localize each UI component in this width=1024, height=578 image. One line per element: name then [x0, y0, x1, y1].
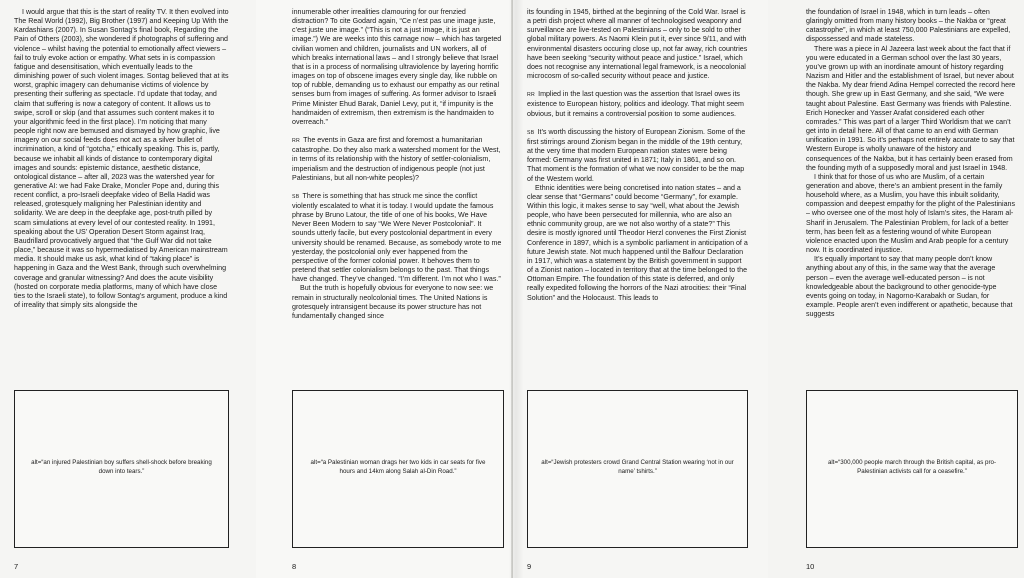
paragraph: SB It’s worth discussing the history of European Zionism. Some of the first stirrings around Zionism began in the middle of the 19th century, at the very time that modern European nation states were being formed: Germany was first united in 1871; Italy in 1861, and so on. That moment is the formation of what we now consider to be the map of the Western world.	[527, 127, 746, 183]
speaker-initials: RR	[292, 138, 301, 145]
speaker-initials: SB	[527, 129, 535, 136]
paragraph: I think that for those of us who are Muslim, of a certain generation and above, there’s an ambient present in the family household where, as a Muslim, you have this inbuilt solidarity, compassion and deepest empathy for the plight of the Palestinians – who oversee one of the most holy of Islam’s sites, the Haram al-Sharif in Jerusalem. The Palestinian Problem, for lack of a better term, has been felt as a festering wound of white European violence enacted upon the Muslim and Arab people for a century now. It is coordinated injustice.	[806, 172, 1016, 255]
page-number: 7	[14, 562, 19, 571]
paragraph: Ethnic identities were being concretised into nation states – and a clear sense that “Germans” could become “Germany”, for example. Within this logic, it makes sense to say “well, what about the Jewish people, who have been persecuted for millennia, who are also an ethnic community group, are we not also worthy of a state?” This desire is mostly ignored until Theodor Herzl convenes the First Zionist Conference in 1897, which is a symbolic parliament in anticipation of a future Jewish state. Not much happened until the Balfour Declaration in 1917, which was a statement by the British government in support of a Zionist nation – located in territory that at the time belonged to the Ottoman Empire. The foundation of this state is deferred, and only really expedited following the horrors of the Nazi atrocities: their “Final Solution” and the Holocaust. This leads to	[527, 183, 748, 302]
page-7	[0, 0, 256, 578]
page-8-body	[292, 8, 504, 386]
page-10	[768, 0, 1024, 578]
paragraph: RR The events in Gaza are first and foremost a humanitarian catastrophe. Do they also mark a watershed moment for the West, in terms of its relationship with the history of settler-colonialism, imperialism and the destruction of indigenous people (not just Palestinians, but all non-white peoples)?	[292, 136, 501, 182]
paragraph: But the truth is hopefully obvious for everyone to now see: we remain in structurally neolcolonial times. The United Nations is grotesquely intransigent because its power structure has not fundamentally changed since	[292, 284, 494, 320]
speaker-initials: RR	[527, 92, 536, 99]
image-alt-text: alt=“Jewish protesters crowd Grand Central Station wearing ‘not in our name’ tshirts.”	[541, 459, 734, 475]
paragraph: innumerable other irrealities clamouring for our frenzied distraction? To cite Godard again, “Ce n’est pas une image juste, c’est juste une image.” (“This is not a just image, it is just an image.”) We are weeks into this carnage now – which has targeted civilian women and children, journalists and UN workers, all of which breaks international laws – and I strongly believe that Israel that is in a process of normalising ultraviolence by layering horrific images on top of obscene images every single day, like rubble on top of rubble, demanding us to exhaust our empathy as our retinal senses burn from images of suffering. As former advisor to Israeli Prime Minister Ehud Barak, Daniel Levy, put it, “if impunity is the handmaiden of extremism, then extremism is the handmaiden to overreach.”	[292, 8, 502, 126]
paragraph: RR Implied in the last question was the assertion that Israel owes its existence to European history, politics and ideology. That might seem obvious, but it remains a controversial position to some audiences.	[527, 90, 744, 118]
page-9	[512, 0, 768, 578]
paragraph: There was a piece in Al Jazeera last week about the fact that if you were educated in a German school over the last 30 years, you’ve grown up with an inordinate amount of history regarding Nazism and Hitler and the establishment of Israel, but never about the Nakba. My dear friend Adina Hempel corrected the record here though. She grew up in East Germany, and she said, “We were taught about Palestine. East Germany was friends with Palestine. Erich Honecker and Yasser Arafat considered each other comrades.” This was part of a larger Third Worldism that we can’t get into in detail here. All of that came to an end with German unification in 1991. So it’s perhaps not entirely accurate to say that Western Europe is wholly unaware of the history and consequences of the Nakba, but it has certainly been erased from the founding myth of a supposedly moral and just Israel in 1948.	[806, 44, 1016, 172]
speaker-initials: SB	[292, 193, 300, 200]
image-alt-text: alt=“an injured Palestinian boy suffers shell-shock before breaking down into tears.”	[31, 459, 212, 475]
image-placeholder	[292, 390, 504, 548]
paragraph: I would argue that this is the start of reality TV. It then evolved into The Real World (1992), Big Brother (1997) and Keeping Up With the Kardashians (2007). In Susan Sontag’s final book, Regarding the Pain of Others (2003), she wondered if photographs of suffering and violence – whilst having the potential to emotionally affect viewers – fail to truly evoke action or empathy. What sets in is compassion fatigue and desensitisation, which eventually leads to the diminishing power of such violent images. Sontag believed that at its worst, graphic imagery can dehumanise victims of violence by presenting their suffering as spectacle. I’d update that today, and claim that suffering is now a category of content. It allows us to swipe, scroll or skip (and that assumes such content makes it to your algorithmic feed in the first place). I’m noticing that many people right now are bemused and dismayed by how graphic, live imagery on our social feeds does not act as a silver bullet of incrimination, a kind of “gotcha,” ethically speaking. This is, partly, because we inhabit all kinds of distance to contemporary digital images and sounds: epistemic distance, aesthetic distance, ontological distance – after all, 2023 was the watershed year for generative AI: we had Fake Drake, Moncler Pope and, during this recent conflict, a pro-Israeli deepfake video of Bella Hadid was released, grotesquely maligning her Palestinian identity and solidarity. We are deep in the deepfake age, post-truth pilled by scam simulations at every level of our contested reality. In 1991, speaking about the US’ Operation Desert Storm against Iraq, Baudrillard provocatively argued that “the Gulf War did not take place,” because it was so hypermediatised by American mainstream media. It should make us ask, what kind of “taking place” is happening in Gaza and the West Bank, through such overwhelming coverage and granular witnessing? And does the acute visibility (hosted on corporate media platforms, many of which have close ties to the Israeli state), to follow Sontag’s argument, produce a kind of irreality that simply sits alongside the	[14, 8, 229, 309]
paragraph: its founding in 1945, birthed at the beginning of the Cold War. Israel is a petri dish project where all manner of technologised weaponry and surveillance are live-tested on Palestinians – only to be sold to other global military powers. As Naomi Klein put it, ever since 9/11, and with environmental disasters occuring close up, not far away, rich countries have been seeking “security without peace and justice.” Israel, which does not recognise any international legal framework, is a neocolonial microcosm of so-called security without peace and justice.	[527, 8, 748, 81]
paragraph: SB There is something that has struck me since the conflict violently escalated to what it is today. I would update the famous phrase by Bruno Latour, the title of one of his books, We Have Never Been Modern to say “We Were Never Postcolonial”. It sounds utterly facile, but every postcolonial department in every university should be renamed. Because, as somebody wrote to me yesterday, the postcolonial only ever happened from the perspective of the former colonial power. It behoves them to pretend that settler colonialism belongs to the past. That things have changed. They’ve changed. “I’m different. I’m not who I was.”	[292, 191, 502, 284]
paragraph: the foundation of Israel in 1948, which in turn leads – often glaringly omitted from many history books – the Nakba or “great catastrophe”, in which at least 750,000 Palestinians are expelled, dispossessed and made stateless.	[806, 8, 1011, 44]
image-placeholder	[527, 390, 748, 548]
image-alt-text: alt=“300,000 people march through the British capital, as pro-Palestinian activists call for a ceasefire.”	[827, 459, 997, 475]
page-number: 9	[527, 562, 532, 571]
paragraph: It’s equally important to say that many people don’t know anything about any of this, in the same way that the average person – even the average well-educated person – is not knowledgeable about the background to other genocide-type events going on today, in Nagorno-Karabakh or Sudan, for example. People aren’t even indifferent or apathetic, because that suggests	[806, 255, 1013, 319]
image-placeholder	[14, 390, 229, 548]
page-9-body	[527, 8, 749, 386]
image-alt-text: alt=“a Palestinian woman drags her two kids in car seats for five hours and 14km along Salah al-Din Road.”	[310, 459, 486, 475]
page-8	[256, 0, 512, 578]
page-number: 10	[806, 562, 815, 571]
image-placeholder	[806, 390, 1018, 548]
page-number: 8	[292, 562, 297, 571]
page-7-body	[14, 8, 230, 386]
page-10-body	[806, 8, 1018, 386]
